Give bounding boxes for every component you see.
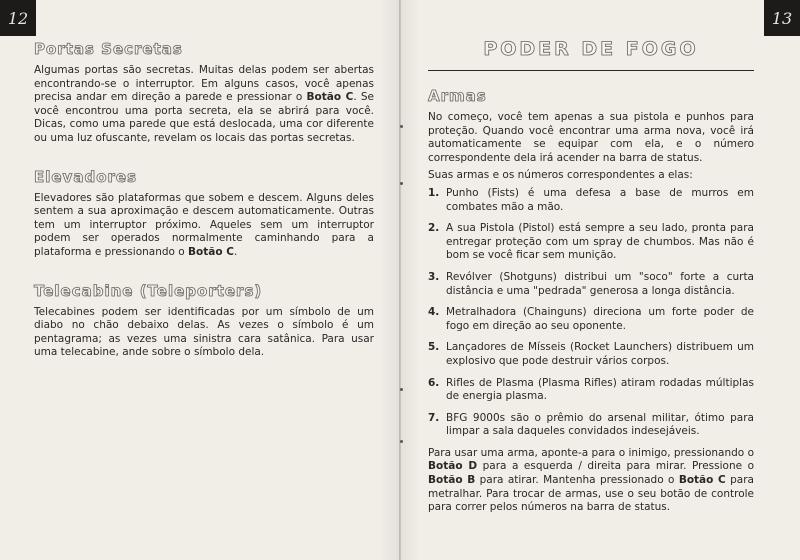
item-number: 6. — [428, 376, 440, 389]
item-text: Revólver (Shotguns) distribui um "soco" forte a curta distância e uma "pedrada" generosa a longa distância. — [446, 270, 754, 297]
section-heading: Elevadores — [34, 167, 138, 186]
intro-text: No começo, você tem apenas a sua pistola e punhos para proteção. Quando você encontrar uma arma nova, você irá automaticamente se equipar com ela, e o número correspondente dela irá acender na barra de status. — [428, 111, 754, 164]
item-text: Rifles de Plasma (Plasma Rifles) atiram rodadas múltiplas de energia plasma. — [446, 376, 754, 403]
button-reference: Botão D — [428, 460, 478, 473]
section-heading: Armas — [428, 87, 487, 105]
list-item — [428, 222, 754, 263]
item-number: 3. — [428, 270, 440, 283]
title-divider — [428, 70, 754, 71]
item-number: 1. — [428, 186, 440, 199]
list-item — [428, 377, 754, 404]
item-text: BFG 9000s são o prêmio do arsenal militar, ótimo para limpar a sala daqueles convidados indesejáveis. — [446, 411, 754, 438]
section-heading: Telecabine (Teleporters) — [34, 281, 263, 300]
button-reference: Botão B — [428, 474, 476, 487]
section-elevators — [34, 168, 374, 260]
outro-text: Para usar uma arma, aponte-a para o inimigo, pressionando o Botão D para a esquerda / direita para mirar. Pressione o Botão B para atirar. Mantenha pressionado o Botão C para metralhar. Para trocar de armas, use o seu botão de controle para correr pelos números na barra de status. — [428, 446, 754, 514]
page-number: 12 — [7, 8, 29, 28]
section-teleporters — [34, 282, 374, 360]
section-secret-doors — [34, 40, 374, 146]
page-number-tab — [764, 0, 800, 36]
binding-mark — [400, 125, 403, 128]
list-item — [428, 271, 754, 298]
button-reference: Botão C — [678, 474, 726, 487]
item-number: 5. — [428, 341, 440, 354]
left-page-content — [34, 40, 374, 382]
binding-mark — [400, 388, 403, 391]
binding-mark — [400, 182, 403, 185]
list-item — [428, 187, 754, 214]
right-page-content — [428, 38, 754, 515]
list-intro: Suas armas e os números correspondentes a elas: — [428, 169, 693, 182]
section-text: Telecabines podem ser identificadas por um símbolo de um diabo no chão debaixo delas. As vezes o símbolo é um pentagrama; as vezes uma sinistra cara satânica. Para usar uma telecabine, ande sobre o símbolo dela. — [34, 305, 374, 359]
item-number: 2. — [428, 222, 440, 235]
item-number: 7. — [428, 411, 440, 424]
list-item — [428, 412, 754, 439]
page-title: PODER DE FOGO — [483, 38, 699, 60]
section-text: Elevadores são plataformas que sobem e descem. Alguns deles sentem a sua aproximação e descem automaticamente. Outras tem um interruptor próximo. Aqueles sem um interruptor podem ser operados normalmente caminhando para a plataforma e pressionando o Botão C. — [34, 191, 374, 258]
item-text: Punho (Fists) é uma defesa a base de murros em combates mão a mão. — [446, 186, 754, 213]
item-text: Metralhadora (Chainguns) direciona um forte poder de fogo em direção ao seu oponente. — [446, 306, 754, 332]
button-reference: Botão C — [306, 91, 354, 104]
page-number-tab — [0, 0, 36, 36]
item-text: A sua Pistola (Pistol) está sempre a seu lado, pronta para entregar proteção com um spray de chumbos. Mas não é bom se você ficar sem munição. — [446, 222, 754, 262]
weapons-list — [428, 187, 754, 439]
section-text: Algumas portas são secretas. Muitas delas podem ser abertas encontrando-se o interruptor. Em alguns casos, você apenas precisa andar em direção a parede e pressionar o Botão C. Se você encontrou uma porta secreta, ela se abrirá para você. Dicas, como uma parede que está deslocada, uma cor diferente ou uma luz ofuscante, revelam os locais das portas secretas. — [34, 64, 374, 144]
section-heading: Portas Secretas — [34, 40, 183, 58]
page-number: 13 — [771, 8, 793, 28]
item-text: Lançadores de Mísseis (Rocket Launchers) distribuem um explosivo que pode destruir vários corpos. — [446, 341, 754, 367]
item-number: 4. — [428, 306, 440, 319]
binding-mark — [400, 440, 403, 443]
list-item — [428, 306, 754, 333]
list-item — [428, 341, 754, 368]
button-reference: Botão C — [188, 245, 234, 258]
